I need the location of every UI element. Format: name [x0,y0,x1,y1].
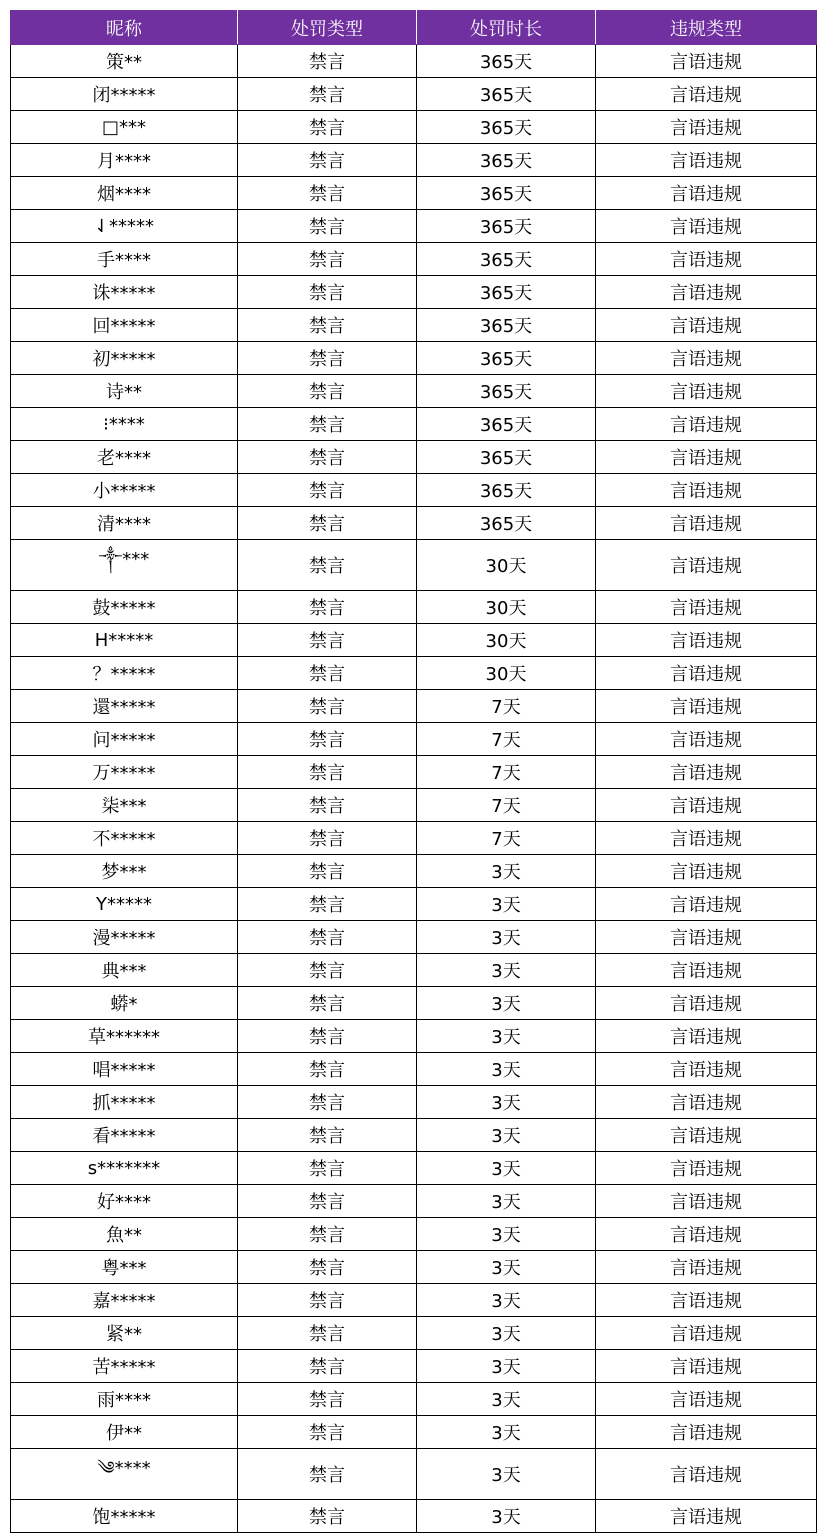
cell-violation-type: 言语违规 [596,921,817,954]
cell-penalty-type: 禁言 [238,657,417,690]
cell-nickname: 鼓***** [11,591,238,624]
table-row [11,1383,817,1416]
cell-penalty-duration: 3天 [417,855,596,888]
cell-penalty-duration: 3天 [417,888,596,921]
cell-violation-type: 言语违规 [596,657,817,690]
cell-penalty-type: 禁言 [238,591,417,624]
cell-violation-type: 言语违规 [596,1053,817,1086]
table-row [11,1251,817,1284]
table-row [11,921,817,954]
cell-penalty-duration: 3天 [417,1119,596,1152]
cell-nickname: 粤*** [11,1251,238,1284]
table-row [11,540,817,591]
cell-nickname: 唱***** [11,1053,238,1086]
cell-violation-type: 言语违规 [596,441,817,474]
cell-violation-type: 言语违规 [596,144,817,177]
cell-penalty-type: 禁言 [238,1053,417,1086]
cell-violation-type: 言语违规 [596,1218,817,1251]
table-row [11,1350,817,1383]
cell-nickname: 看***** [11,1119,238,1152]
cell-penalty-type: 禁言 [238,954,417,987]
cell-nickname: 万***** [11,756,238,789]
cell-nickname: □*** [11,111,238,144]
cell-penalty-duration: 365天 [417,507,596,540]
cell-penalty-type: 禁言 [238,144,417,177]
table-row [11,591,817,624]
cell-violation-type: 言语违规 [596,855,817,888]
cell-violation-type: 言语违规 [596,1383,817,1416]
column-header-nickname: 昵称 [11,11,238,45]
cell-violation-type: 言语违规 [596,210,817,243]
table-row [11,1086,817,1119]
cell-violation-type: 言语违规 [596,1500,817,1533]
cell-penalty-type: 禁言 [238,1317,417,1350]
table-body [11,45,817,1533]
cell-penalty-type: 禁言 [238,45,417,78]
penalty-table [10,10,817,1533]
cell-penalty-type: 禁言 [238,1449,417,1500]
cell-nickname: H***** [11,624,238,657]
cell-penalty-type: 禁言 [238,1218,417,1251]
cell-penalty-type: 禁言 [238,309,417,342]
cell-penalty-duration: 7天 [417,756,596,789]
cell-penalty-duration: 365天 [417,78,596,111]
cell-penalty-duration: 365天 [417,177,596,210]
cell-penalty-duration: 3天 [417,1020,596,1053]
cell-violation-type: 言语违规 [596,624,817,657]
cell-nickname: ༒*** [11,540,238,591]
cell-penalty-duration: 3天 [417,1284,596,1317]
cell-penalty-type: 禁言 [238,1383,417,1416]
cell-violation-type: 言语违规 [596,1251,817,1284]
cell-violation-type: 言语违规 [596,474,817,507]
table-row [11,1218,817,1251]
cell-nickname: ༄**** [11,1449,238,1500]
cell-violation-type: 言语违规 [596,45,817,78]
cell-violation-type: 言语违规 [596,888,817,921]
cell-violation-type: 言语违规 [596,1152,817,1185]
cell-violation-type: 言语违规 [596,1416,817,1449]
cell-nickname: 蟒* [11,987,238,1020]
table-row [11,1020,817,1053]
cell-violation-type: 言语违规 [596,756,817,789]
cell-penalty-duration: 3天 [417,1449,596,1500]
cell-penalty-duration: 30天 [417,624,596,657]
header-row [11,11,817,45]
cell-penalty-type: 禁言 [238,690,417,723]
table-row [11,987,817,1020]
cell-violation-type: 言语违规 [596,789,817,822]
table-row [11,954,817,987]
cell-violation-type: 言语违规 [596,1020,817,1053]
cell-penalty-duration: 3天 [417,1350,596,1383]
cell-penalty-type: 禁言 [238,1284,417,1317]
cell-nickname: 漫***** [11,921,238,954]
cell-violation-type: 言语违规 [596,1086,817,1119]
table-row [11,756,817,789]
table-row [11,1119,817,1152]
column-header-violation-type: 违规类型 [596,11,817,45]
table-header [11,11,817,45]
table-row [11,1449,817,1500]
table-row [11,1053,817,1086]
table-row [11,441,817,474]
cell-violation-type: 言语违规 [596,987,817,1020]
cell-nickname: 老**** [11,441,238,474]
cell-violation-type: 言语违规 [596,954,817,987]
cell-penalty-duration: 30天 [417,540,596,591]
cell-penalty-duration: 365天 [417,276,596,309]
cell-penalty-type: 禁言 [238,855,417,888]
table-row [11,1185,817,1218]
cell-penalty-duration: 365天 [417,243,596,276]
cell-nickname: 草****** [11,1020,238,1053]
table-row [11,342,817,375]
cell-nickname: 柒*** [11,789,238,822]
cell-penalty-type: 禁言 [238,1350,417,1383]
cell-penalty-type: 禁言 [238,1185,417,1218]
cell-violation-type: 言语违规 [596,1449,817,1500]
table-row [11,1317,817,1350]
cell-penalty-type: 禁言 [238,756,417,789]
cell-nickname: 還***** [11,690,238,723]
cell-nickname: 闭***** [11,78,238,111]
table-row [11,1416,817,1449]
table-row [11,690,817,723]
cell-nickname: 清**** [11,507,238,540]
cell-penalty-duration: 3天 [417,987,596,1020]
cell-penalty-type: 禁言 [238,243,417,276]
cell-penalty-duration: 3天 [417,954,596,987]
cell-penalty-type: 禁言 [238,1416,417,1449]
cell-nickname: 初***** [11,342,238,375]
table-row [11,1152,817,1185]
table-row [11,45,817,78]
cell-nickname: 不***** [11,822,238,855]
cell-penalty-duration: 3天 [417,1185,596,1218]
table-row [11,657,817,690]
table-row [11,210,817,243]
cell-penalty-duration: 3天 [417,1416,596,1449]
cell-violation-type: 言语违规 [596,111,817,144]
table-row [11,276,817,309]
cell-violation-type: 言语违规 [596,78,817,111]
cell-violation-type: 言语违规 [596,822,817,855]
cell-penalty-duration: 7天 [417,690,596,723]
cell-penalty-type: 禁言 [238,1086,417,1119]
table-row [11,111,817,144]
cell-violation-type: 言语违规 [596,507,817,540]
table-row [11,789,817,822]
cell-penalty-type: 禁言 [238,540,417,591]
cell-penalty-type: 禁言 [238,78,417,111]
cell-penalty-duration: 7天 [417,822,596,855]
cell-nickname: 典*** [11,954,238,987]
cell-penalty-duration: 365天 [417,474,596,507]
cell-violation-type: 言语违规 [596,1317,817,1350]
cell-penalty-type: 禁言 [238,723,417,756]
cell-nickname: 烟**** [11,177,238,210]
cell-violation-type: 言语违规 [596,375,817,408]
cell-nickname: ⁝**** [11,408,238,441]
cell-nickname: 月**** [11,144,238,177]
table-row [11,855,817,888]
cell-penalty-type: 禁言 [238,888,417,921]
table-row [11,888,817,921]
cell-penalty-type: 禁言 [238,1500,417,1533]
cell-nickname: 诗** [11,375,238,408]
cell-violation-type: 言语违规 [596,591,817,624]
table-row [11,1500,817,1533]
cell-penalty-duration: 3天 [417,1383,596,1416]
cell-nickname: 苦***** [11,1350,238,1383]
cell-penalty-duration: 3天 [417,1086,596,1119]
cell-violation-type: 言语违规 [596,276,817,309]
cell-penalty-type: 禁言 [238,921,417,954]
table-row [11,309,817,342]
cell-penalty-duration: 365天 [417,45,596,78]
cell-nickname: 嘉***** [11,1284,238,1317]
cell-penalty-type: 禁言 [238,342,417,375]
cell-penalty-type: 禁言 [238,474,417,507]
cell-nickname: 小***** [11,474,238,507]
cell-nickname: 问***** [11,723,238,756]
cell-penalty-duration: 3天 [417,1152,596,1185]
cell-violation-type: 言语违规 [596,309,817,342]
cell-penalty-duration: 3天 [417,1053,596,1086]
cell-violation-type: 言语违规 [596,342,817,375]
table-row [11,507,817,540]
cell-violation-type: 言语违规 [596,1350,817,1383]
cell-penalty-duration: 365天 [417,144,596,177]
cell-violation-type: 言语违规 [596,690,817,723]
table-row [11,177,817,210]
cell-violation-type: 言语违规 [596,723,817,756]
cell-penalty-duration: 3天 [417,1218,596,1251]
cell-nickname: ⇃***** [11,210,238,243]
column-header-penalty-duration: 处罚时长 [417,11,596,45]
cell-nickname: 伊** [11,1416,238,1449]
cell-nickname: 梦*** [11,855,238,888]
cell-nickname: 诛***** [11,276,238,309]
cell-penalty-type: 禁言 [238,624,417,657]
table-row [11,144,817,177]
cell-penalty-duration: 365天 [417,441,596,474]
cell-violation-type: 言语违规 [596,1185,817,1218]
cell-penalty-type: 禁言 [238,987,417,1020]
table-row [11,474,817,507]
cell-penalty-type: 禁言 [238,441,417,474]
cell-penalty-duration: 365天 [417,408,596,441]
cell-penalty-duration: 365天 [417,309,596,342]
table-row [11,1284,817,1317]
cell-violation-type: 言语违规 [596,1119,817,1152]
cell-penalty-type: 禁言 [238,789,417,822]
cell-penalty-type: 禁言 [238,276,417,309]
cell-penalty-duration: 7天 [417,789,596,822]
cell-penalty-type: 禁言 [238,1020,417,1053]
table-row [11,723,817,756]
cell-violation-type: 言语违规 [596,177,817,210]
cell-violation-type: 言语违规 [596,540,817,591]
cell-nickname: ？***** [11,657,238,690]
cell-penalty-duration: 7天 [417,723,596,756]
cell-penalty-type: 禁言 [238,822,417,855]
cell-violation-type: 言语违规 [596,243,817,276]
cell-nickname: 好**** [11,1185,238,1218]
table-row [11,243,817,276]
cell-violation-type: 言语违规 [596,1284,817,1317]
cell-violation-type: 言语违规 [596,408,817,441]
cell-penalty-duration: 365天 [417,375,596,408]
cell-penalty-duration: 30天 [417,591,596,624]
cell-penalty-type: 禁言 [238,210,417,243]
cell-penalty-duration: 3天 [417,921,596,954]
cell-nickname: 手**** [11,243,238,276]
cell-penalty-duration: 365天 [417,210,596,243]
cell-penalty-duration: 3天 [417,1500,596,1533]
cell-nickname: 抓***** [11,1086,238,1119]
table-row [11,624,817,657]
cell-nickname: 雨**** [11,1383,238,1416]
cell-nickname: s******* [11,1152,238,1185]
table-row [11,78,817,111]
cell-nickname: 饱***** [11,1500,238,1533]
table-row [11,375,817,408]
cell-penalty-type: 禁言 [238,177,417,210]
cell-penalty-duration: 30天 [417,657,596,690]
cell-nickname: 紧** [11,1317,238,1350]
cell-penalty-type: 禁言 [238,1119,417,1152]
cell-nickname: 魚** [11,1218,238,1251]
cell-penalty-type: 禁言 [238,111,417,144]
cell-penalty-duration: 365天 [417,342,596,375]
cell-penalty-type: 禁言 [238,375,417,408]
cell-penalty-type: 禁言 [238,1152,417,1185]
table-row [11,408,817,441]
cell-penalty-type: 禁言 [238,408,417,441]
cell-penalty-duration: 3天 [417,1251,596,1284]
cell-penalty-type: 禁言 [238,1251,417,1284]
cell-penalty-duration: 365天 [417,111,596,144]
cell-penalty-duration: 3天 [417,1317,596,1350]
column-header-penalty-type: 处罚类型 [238,11,417,45]
cell-nickname: Y***** [11,888,238,921]
cell-nickname: 策** [11,45,238,78]
cell-nickname: 回***** [11,309,238,342]
table-row [11,822,817,855]
cell-penalty-type: 禁言 [238,507,417,540]
